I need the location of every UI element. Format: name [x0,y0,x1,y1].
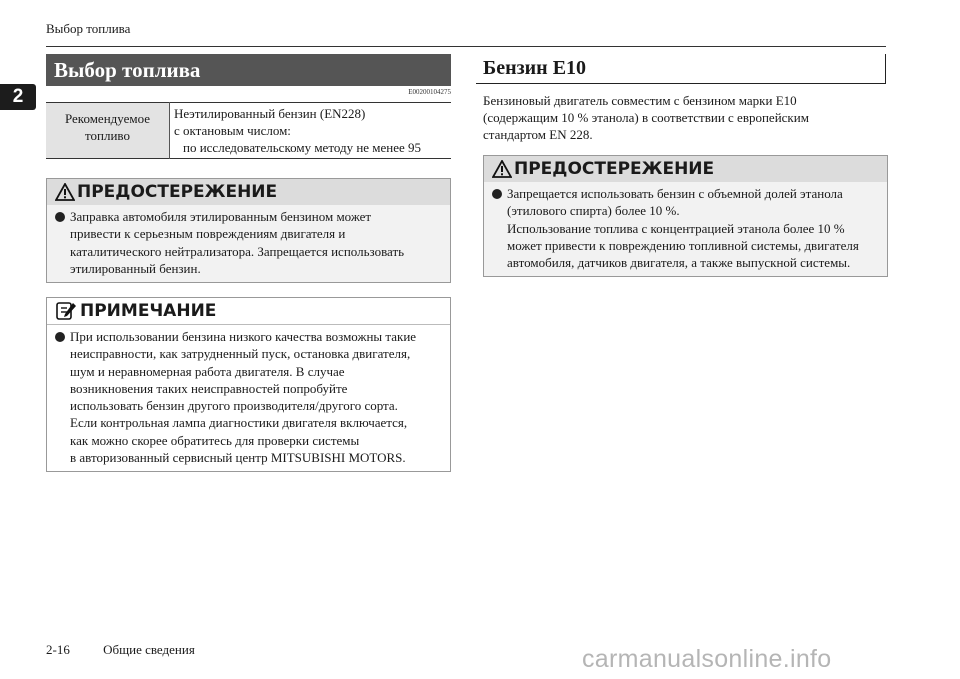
fuel-value-line: по исследовательскому методу не менее 95 [183,140,422,155]
watermark-text: carmanualsonline.info [582,645,832,673]
fuel-label-line-2: топливо [85,128,130,143]
bullet-icon [492,189,502,199]
note-line: шум и неравномерная работа двигателя. В случае [70,363,345,379]
note-heading [47,298,450,325]
fuel-recommendation-table [46,102,451,159]
fuel-value-line: с октановым числом: [174,123,291,138]
note-line: неисправности, как затрудненный пуск, остановка двигателя, [70,346,411,362]
note-line: При использовании бензина низкого качества возможны такие [70,329,417,344]
note-line: Если контрольная лампа диагностики двигателя включается, [70,415,408,431]
warning-line: Использование топлива с концентрацией этанола более 10 % [507,220,845,236]
warning-line: (этилового спирта) более 10 %. [507,203,680,219]
fuel-table-label [46,103,170,159]
warning-line: может привести к повреждению топливной системы, двигателя [507,237,859,253]
note-line: использовать бензин другого производителя/другого сорта. [70,398,398,414]
warning-triangle-icon [55,183,75,201]
paragraph-line: (содержащим 10 % этанола) в соответствии с европейским [483,110,809,125]
note-box-fuel-quality [46,297,451,472]
note-line: возникновения таких неисправностей попробуйте [70,380,348,396]
warning-heading-text: ПРЕДОСТЕРЕЖЕНИЕ [514,159,715,179]
warning-line: этилированный бензин. [70,260,201,276]
bullet-icon [55,212,65,222]
e10-paragraph [483,92,809,143]
chapter-tab: 2 [0,84,36,110]
paragraph-line: стандартом EN 228. [483,127,593,142]
warning-body [47,205,450,282]
page-number: 2-16 [46,642,70,657]
warning-heading [484,156,887,182]
header-divider [46,46,886,47]
note-line: в авторизованный сервисный центр MITSUBISHI MOTORS. [70,450,406,466]
bullet-icon [55,332,65,342]
document-code: E00200104275 [408,88,451,96]
running-header-title: Выбор топлива [46,21,131,36]
warning-triangle-icon [492,160,512,178]
section-title-e10: Бензин E10 [476,54,886,84]
page-footer [46,642,225,658]
warning-heading-text: ПРЕДОСТЕРЕЖЕНИЕ [77,182,278,202]
warning-heading [47,179,450,205]
footer-section-name: Общие сведения [103,642,195,657]
warning-line: каталитического нейтрализатора. Запрещается использовать [70,243,405,259]
warning-line: автомобиля, датчиков двигателя, а также выпускной системы. [507,255,851,271]
warning-box-leaded-fuel [46,178,451,283]
fuel-table-value [170,103,452,159]
warning-box-ethanol [483,155,888,277]
note-pencil-icon [55,301,77,321]
note-body [47,325,450,471]
fuel-value-line: Неэтилированный бензин (EN228) [174,106,366,121]
warning-line: Заправка автомобиля этилированным бензином может [70,209,372,224]
warning-line: Запрещается использовать бензин с объемной долей этанола [507,186,843,201]
note-line: как можно скорее обратитесь для проверки системы [70,432,360,448]
paragraph-line: Бензиновый двигатель совместим с бензином марки E10 [483,93,797,108]
note-heading-text: ПРИМЕЧАНИЕ [80,301,217,321]
warning-body [484,182,887,276]
fuel-label-line-1: Рекомендуемое [64,111,151,126]
section-title-fuel-selection: Выбор топлива [46,54,451,86]
warning-line: привести к серьезным повреждениям двигателя и [70,226,346,242]
